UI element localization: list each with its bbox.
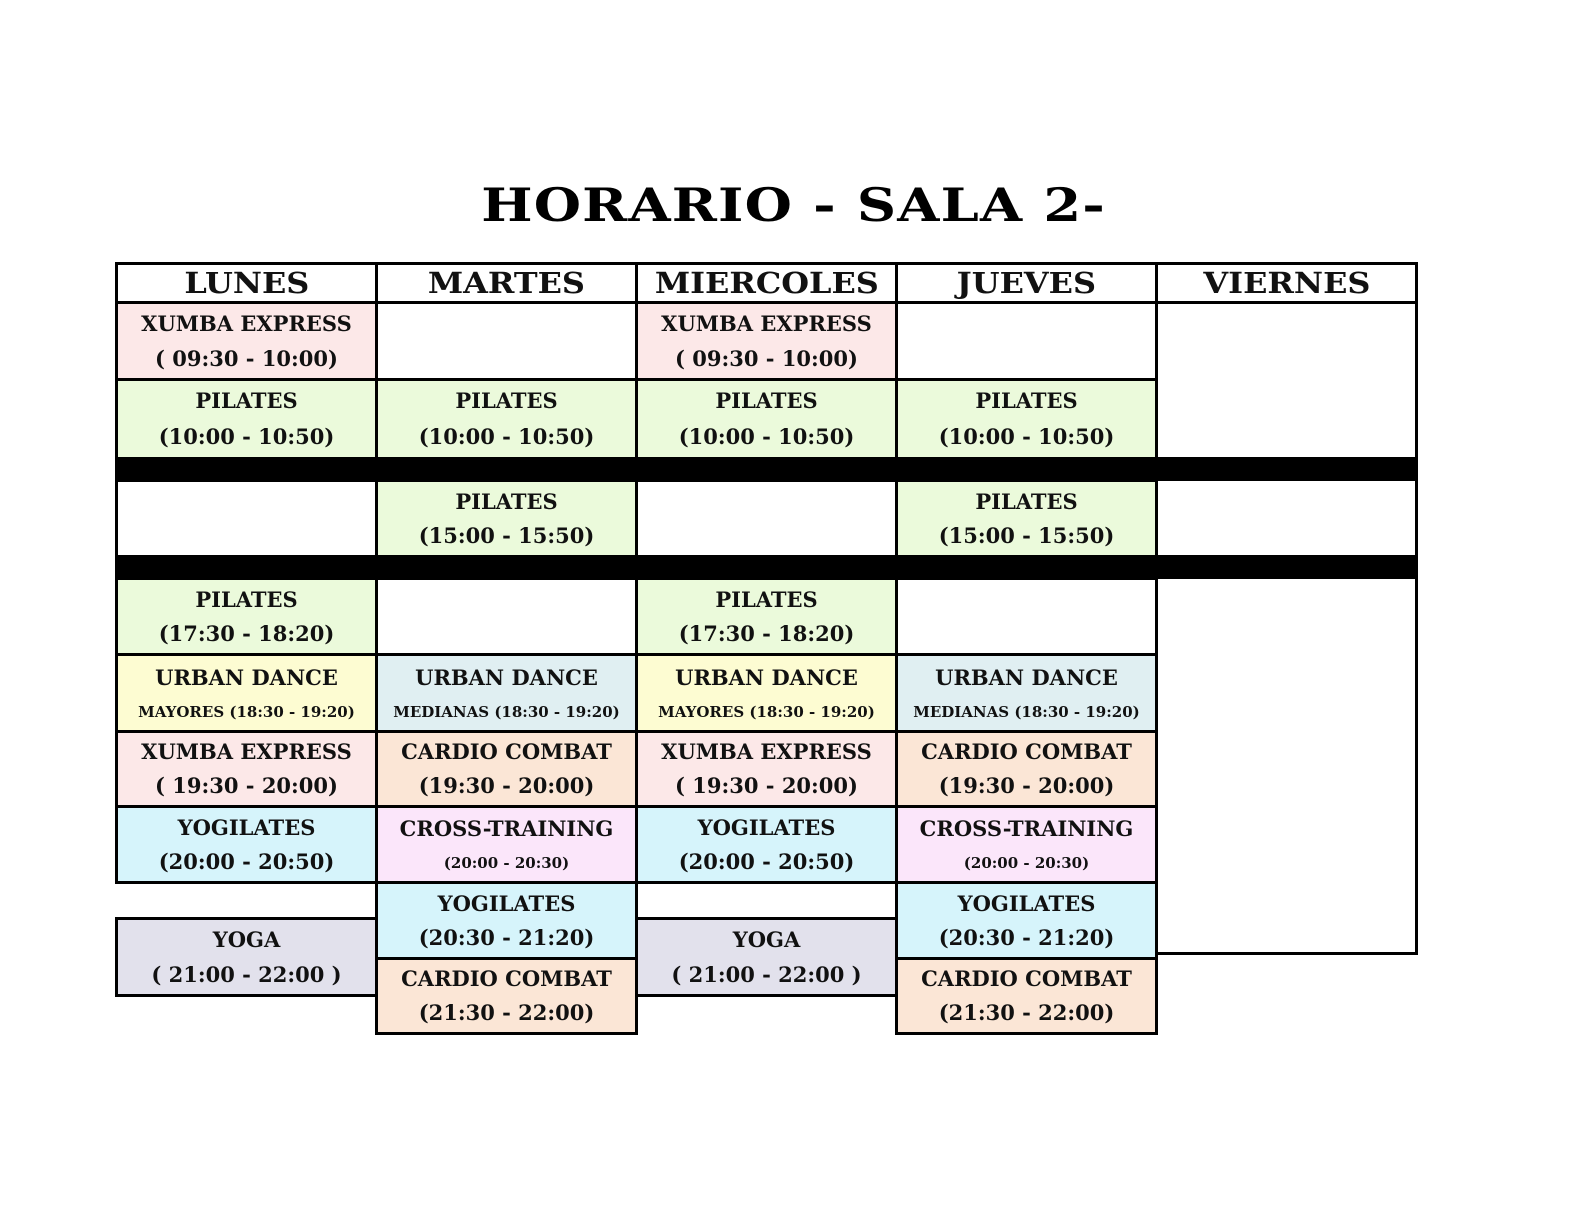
class-name: PILATES — [715, 586, 818, 612]
day-header-lunes — [115, 262, 378, 304]
class-name: PILATES — [715, 388, 818, 414]
class-time: MEDIANAS (18:30 - 19:20) — [913, 702, 1140, 721]
class-time: ( 19:30 - 20:00) — [675, 773, 858, 799]
day-label: MIERCOLES — [654, 266, 879, 300]
class-time: (19:30 - 20:00) — [418, 773, 595, 799]
class-name: CROSS-TRAINING — [399, 816, 614, 842]
class-name: CARDIO COMBAT — [921, 966, 1132, 992]
class-time: ( 09:30 - 10:00) — [155, 345, 338, 371]
class-cell — [115, 917, 378, 997]
break-bar-midday — [115, 457, 1418, 481]
class-cell — [375, 881, 638, 960]
class-time: (10:00 - 10:50) — [938, 424, 1115, 450]
class-name: URBAN DANCE — [935, 664, 1118, 690]
class-cell — [635, 653, 898, 733]
class-cell — [635, 301, 898, 381]
day-header-miercoles — [635, 262, 898, 304]
day-header-viernes — [1155, 262, 1418, 304]
class-name: XUMBA EXPRESS — [661, 310, 872, 336]
class-cell — [895, 881, 1158, 960]
class-cell — [115, 730, 378, 808]
class-time: (20:00 - 20:50) — [158, 849, 335, 875]
break-bar-afternoon — [115, 555, 1418, 579]
class-cell — [115, 653, 378, 733]
class-cell — [635, 805, 898, 884]
empty-cell-viernes-morning — [1155, 301, 1418, 460]
class-cell — [895, 378, 1158, 460]
class-name: CROSS-TRAINING — [919, 816, 1134, 842]
class-cell — [895, 730, 1158, 808]
class-name: URBAN DANCE — [675, 664, 858, 690]
class-time: (15:00 - 15:50) — [938, 523, 1115, 549]
class-time: ( 09:30 - 10:00) — [675, 345, 858, 371]
day-label: VIERNES — [1202, 266, 1370, 300]
class-cell — [375, 479, 638, 558]
day-label: LUNES — [183, 266, 310, 300]
class-name: CARDIO COMBAT — [401, 966, 612, 992]
class-time: (20:00 - 20:30) — [963, 854, 1090, 873]
class-time: (10:00 - 10:50) — [158, 424, 335, 450]
class-name: CARDIO COMBAT — [921, 739, 1132, 765]
empty-cell — [115, 479, 378, 558]
class-name: PILATES — [975, 388, 1078, 414]
class-cell — [895, 479, 1158, 558]
class-time: (21:30 - 22:00) — [938, 1000, 1115, 1026]
class-time: (15:00 - 15:50) — [418, 523, 595, 549]
class-name: CARDIO COMBAT — [401, 739, 612, 765]
class-name: XUMBA EXPRESS — [141, 310, 352, 336]
class-cell — [115, 301, 378, 381]
class-name: YOGILATES — [177, 814, 316, 840]
class-cell — [895, 957, 1158, 1035]
class-cell — [895, 653, 1158, 733]
class-time: MAYORES (18:30 - 19:20) — [138, 702, 355, 721]
empty-cell — [635, 479, 898, 558]
class-name: YOGILATES — [697, 814, 836, 840]
class-cell — [375, 730, 638, 808]
class-name: URBAN DANCE — [155, 664, 338, 690]
class-cell — [635, 577, 898, 656]
class-cell — [375, 805, 638, 884]
class-time: (20:30 - 21:20) — [938, 925, 1115, 951]
day-label: MARTES — [427, 266, 586, 300]
class-time: (19:30 - 20:00) — [938, 773, 1115, 799]
class-cell — [375, 653, 638, 733]
empty-cell-viernes-evening — [1155, 576, 1418, 955]
class-name: YOGA — [212, 926, 281, 952]
empty-cell — [375, 301, 638, 381]
class-name: XUMBA EXPRESS — [141, 739, 352, 765]
class-name: YOGA — [732, 926, 801, 952]
class-time: (20:00 - 20:30) — [443, 854, 570, 873]
empty-cell — [375, 577, 638, 656]
class-time: (21:30 - 22:00) — [418, 1000, 595, 1026]
day-header-martes — [375, 262, 638, 304]
class-cell — [115, 378, 378, 460]
class-name: PILATES — [195, 388, 298, 414]
class-cell — [115, 577, 378, 656]
class-time: MAYORES (18:30 - 19:20) — [658, 702, 875, 721]
class-time: (17:30 - 18:20) — [678, 621, 855, 647]
day-header-jueves — [895, 262, 1158, 304]
class-time: ( 19:30 - 20:00) — [155, 773, 338, 799]
class-time: (10:00 - 10:50) — [418, 424, 595, 450]
class-cell — [375, 378, 638, 460]
class-name: URBAN DANCE — [415, 664, 598, 690]
class-name: PILATES — [195, 586, 298, 612]
empty-cell — [895, 577, 1158, 656]
class-name: YOGILATES — [957, 890, 1096, 916]
class-name: PILATES — [975, 488, 1078, 514]
empty-cell — [895, 301, 1158, 381]
class-time: (20:00 - 20:50) — [678, 849, 855, 875]
class-time: (17:30 - 18:20) — [158, 621, 335, 647]
class-time: ( 21:00 - 22:00 ) — [671, 961, 862, 987]
class-cell — [895, 805, 1158, 884]
class-time: (10:00 - 10:50) — [678, 424, 855, 450]
class-name: XUMBA EXPRESS — [661, 739, 872, 765]
class-name: PILATES — [455, 488, 558, 514]
class-name: YOGILATES — [437, 890, 576, 916]
class-time: ( 21:00 - 22:00 ) — [151, 961, 342, 987]
class-cell — [115, 805, 378, 884]
class-name: PILATES — [455, 388, 558, 414]
page-title: HORARIO - SALA 2- — [481, 178, 1106, 232]
class-cell — [375, 957, 638, 1035]
class-cell — [635, 378, 898, 460]
class-cell — [635, 730, 898, 808]
class-cell — [635, 917, 898, 997]
class-time: MEDIANAS (18:30 - 19:20) — [393, 702, 620, 721]
empty-cell-viernes-afternoon — [1155, 478, 1418, 558]
class-time: (20:30 - 21:20) — [418, 925, 595, 951]
day-label: JUEVES — [956, 266, 1097, 300]
